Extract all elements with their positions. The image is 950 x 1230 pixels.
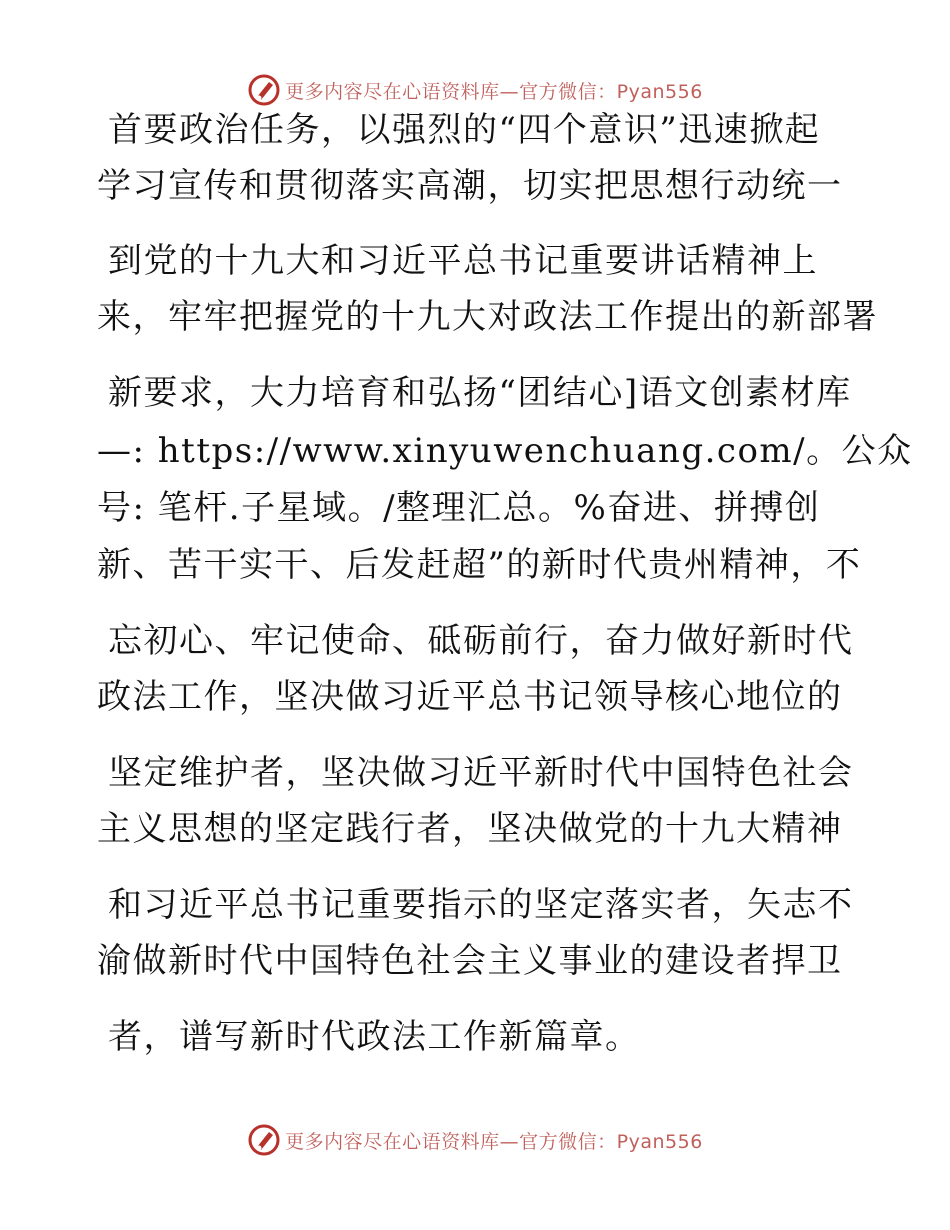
text-line: —: https://www.xinyuwenchuang.com/。公众 <box>97 431 913 471</box>
pen-seal-icon <box>247 1123 281 1157</box>
text-line: 到党的十九大和习近平总书记重要讲话精神上 <box>108 241 818 281</box>
header-banner <box>0 70 950 110</box>
header-text: 更多内容尽在心语资料库—官方微信：Pyan556 <box>285 80 703 103</box>
footer-text: 更多内容尽在心语资料库—官方微信：Pyan556 <box>285 1130 703 1153</box>
footer-banner <box>0 1120 950 1160</box>
text-line: 主义思想的坚定践行者，坚决做党的十九大精神 <box>97 809 843 849</box>
text-line: 号: 笔杆.子星域。/整理汇总。%奋进、拼搏创 <box>97 488 821 528</box>
text-line: 坚定维护者，坚决做习近平新时代中国特色社会 <box>108 753 854 793</box>
text-line: 渝做新时代中国特色社会主义事业的建设者捍卫 <box>97 941 843 981</box>
pen-seal-icon <box>247 73 281 107</box>
text-line: 者，谱写新时代政法工作新篇章。 <box>108 1017 641 1057</box>
text-line: 政法工作，坚决做习近平总书记领导核心地位的 <box>97 677 843 717</box>
text-line: 忘初心、牢记使命、砥砺前行，奋力做好新时代 <box>108 621 854 661</box>
text-line: 学习宣传和贯彻落实高潮，切实把思想行动统一 <box>97 166 843 206</box>
text-line: 和习近平总书记重要指示的坚定落实者，矢志不 <box>108 885 854 925</box>
text-line: 新、苦干实干、后发赶超”的新时代贵州精神，不 <box>97 545 862 585</box>
text-line: 首要政治任务，以强烈的“四个意识”迅速掀起 <box>108 110 821 150</box>
text-line: 来，牢牢把握党的十九大对政法工作提出的新部署 <box>97 297 878 337</box>
text-line: 新要求，大力培育和弘扬“团结心]语文创素材库 <box>108 373 852 413</box>
